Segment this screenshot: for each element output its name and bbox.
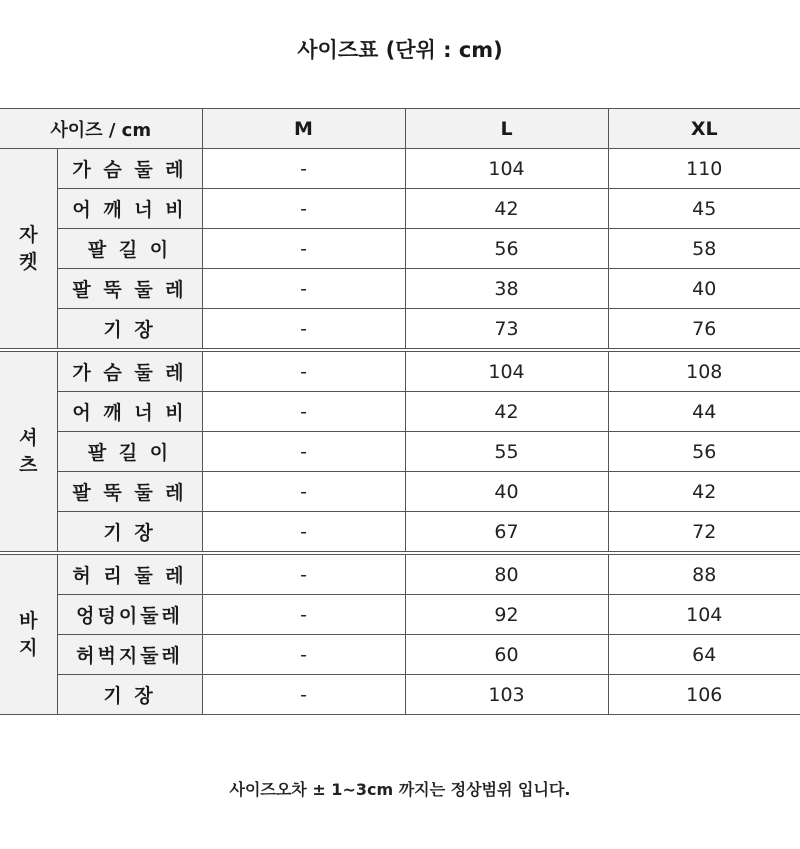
header-row (0, 109, 800, 149)
cell-xl: 106 (608, 675, 800, 715)
table-row (0, 432, 800, 472)
table-row (0, 595, 800, 635)
size-chart-table (0, 108, 800, 715)
table-row (0, 189, 800, 229)
table-row (0, 229, 800, 269)
row-label: 기 장 (57, 309, 202, 349)
cell-m: - (202, 472, 405, 512)
table-row (0, 512, 800, 552)
cell-xl: 58 (608, 229, 800, 269)
cell-m: - (202, 149, 405, 189)
cell-xl: 44 (608, 392, 800, 432)
table-row (0, 555, 800, 595)
cell-xl: 45 (608, 189, 800, 229)
row-label: 엉덩이둘레 (57, 595, 202, 635)
cell-l: 40 (405, 472, 608, 512)
cell-m: - (202, 189, 405, 229)
cell-m: - (202, 392, 405, 432)
cell-xl: 64 (608, 635, 800, 675)
row-label: 어 깨 너 비 (57, 392, 202, 432)
header-corner: 사이즈 / cm (0, 109, 202, 149)
row-label: 기 장 (57, 675, 202, 715)
cell-l: 56 (405, 229, 608, 269)
row-label: 기 장 (57, 512, 202, 552)
category-label: 셔츠 (19, 426, 38, 476)
category-pants (0, 555, 57, 715)
cell-m: - (202, 432, 405, 472)
page-title: 사이즈표 (단위 : cm) (297, 38, 503, 62)
cell-m: - (202, 309, 405, 349)
row-label: 팔 길 이 (57, 229, 202, 269)
category-jacket (0, 149, 57, 349)
table-row (0, 472, 800, 512)
cell-m: - (202, 229, 405, 269)
row-label: 팔 길 이 (57, 432, 202, 472)
cell-l: 60 (405, 635, 608, 675)
cell-xl: 110 (608, 149, 800, 189)
header-size-xl: XL (608, 109, 800, 149)
cell-m: - (202, 675, 405, 715)
cell-l: 42 (405, 189, 608, 229)
table-row (0, 352, 800, 392)
category-label: 자켓 (19, 223, 38, 273)
table-row (0, 149, 800, 189)
cell-l: 80 (405, 555, 608, 595)
row-label: 어 깨 너 비 (57, 189, 202, 229)
table-row (0, 392, 800, 432)
table-row (0, 675, 800, 715)
cell-xl: 42 (608, 472, 800, 512)
cell-m: - (202, 269, 405, 309)
footnote: 사이즈오차 ± 1~3cm 까지는 정상범위 입니다. (229, 780, 571, 799)
cell-l: 103 (405, 675, 608, 715)
cell-l: 104 (405, 149, 608, 189)
category-label: 바지 (19, 609, 38, 659)
cell-xl: 76 (608, 309, 800, 349)
cell-xl: 56 (608, 432, 800, 472)
cell-m: - (202, 555, 405, 595)
row-label: 가 슴 둘 레 (57, 352, 202, 392)
cell-xl: 104 (608, 595, 800, 635)
cell-xl: 108 (608, 352, 800, 392)
cell-m: - (202, 352, 405, 392)
cell-l: 67 (405, 512, 608, 552)
table-row (0, 635, 800, 675)
row-label: 가 슴 둘 레 (57, 149, 202, 189)
category-shirt (0, 352, 57, 552)
header-size-m: M (202, 109, 405, 149)
row-label: 팔 뚝 둘 레 (57, 269, 202, 309)
cell-m: - (202, 635, 405, 675)
cell-m: - (202, 512, 405, 552)
table-row (0, 309, 800, 349)
cell-l: 104 (405, 352, 608, 392)
cell-l: 42 (405, 392, 608, 432)
cell-m: - (202, 595, 405, 635)
cell-xl: 72 (608, 512, 800, 552)
cell-l: 92 (405, 595, 608, 635)
row-label: 팔 뚝 둘 레 (57, 472, 202, 512)
header-size-l: L (405, 109, 608, 149)
table-row (0, 269, 800, 309)
cell-l: 38 (405, 269, 608, 309)
cell-l: 73 (405, 309, 608, 349)
row-label: 허벅지둘레 (57, 635, 202, 675)
cell-xl: 40 (608, 269, 800, 309)
cell-l: 55 (405, 432, 608, 472)
cell-xl: 88 (608, 555, 800, 595)
row-label: 허 리 둘 레 (57, 555, 202, 595)
